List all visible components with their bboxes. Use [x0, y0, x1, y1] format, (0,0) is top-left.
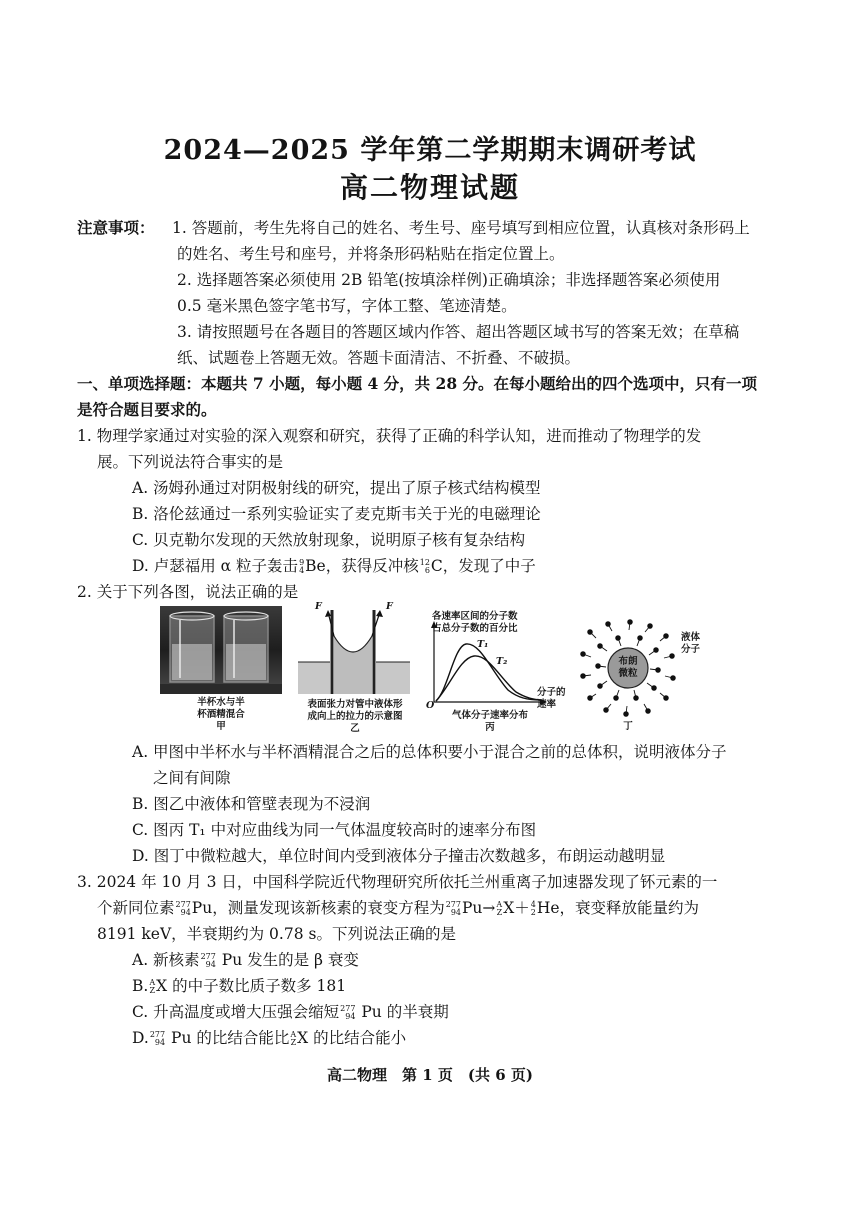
x-mass-number: A: [149, 978, 156, 987]
figure-jia-label: 甲: [216, 721, 226, 732]
q1-option-d: [132, 556, 536, 576]
figure-bing-label: 丙: [485, 722, 495, 733]
q1-stem-line2: 展。下列说法符合事实的是: [97, 453, 284, 471]
q3-option-d-post: X 的比结合能小: [297, 1029, 407, 1047]
figure-bing-caption: 气体分子速率分布: [451, 710, 528, 721]
q1-option-d-be: Be，获得反冲核: [305, 557, 419, 575]
q2-stem: 2. 关于下列各图，说法正确的是: [77, 583, 299, 601]
figure-yi-force-left: F: [315, 601, 322, 612]
he-atomic-number: 2: [530, 908, 536, 917]
q2-option-b: B. 图乙中液体和管壁表现为不浸润: [132, 795, 371, 813]
q1-option-a: A. 汤姆孙通过对阴极射线的研究，提出了原子核式结构模型: [132, 479, 541, 497]
q3-stem-line2-pu: Pu，测量发现该新核素的衰变方程为: [191, 899, 445, 917]
figure-ding-particle-line2: 微粒: [618, 668, 638, 679]
page-footer: 高二物理 第 1 页 (共 6 页): [327, 1066, 533, 1084]
notice-item1-line2: 的姓名、考生号和座号，并将条形码粘贴在指定位置上。: [177, 245, 565, 263]
q3-option-d-pre: D.: [132, 1029, 149, 1047]
pu-mass-number: 277: [445, 900, 461, 909]
figure-bing-origin: O: [426, 700, 435, 711]
section1-heading-line2: 是符合题目要求的。: [77, 400, 217, 419]
q3-stem-line2-arrow: Pu→: [462, 899, 496, 917]
be-atomic-number: 4: [299, 566, 305, 575]
figure-ding-liquid-line1: 液体: [681, 632, 701, 643]
q3-stem-line1: 3. 2024 年 10 月 3 日，中国科学院近代物理研究所依托兰州重离子加速器发现了钚元素的一: [77, 873, 718, 891]
notice-item3-line1: 3. 请按照题号在各题目的答题区域内作答、超出答题区域书写的答案无效；在草稿: [177, 323, 740, 341]
figure-jia-caption-line2: 杯酒精混合: [197, 709, 245, 720]
q3-option-b-pre: B.: [132, 977, 149, 995]
figure-ding-label: 丁: [623, 721, 633, 732]
notice-item3-line2: 纸、试题卷上答题无效。答题卡面清洁、不折叠、不破损。: [177, 349, 581, 367]
q3-stem-line2-he: He，衰变释放能量约为: [536, 899, 700, 917]
c-atomic-number: 6: [424, 566, 430, 575]
figure-bing-ylabel-line2: 占总分子数的百分比: [432, 623, 518, 634]
c-mass-number: 12: [419, 558, 430, 567]
q3-stem-line2: [97, 898, 699, 918]
he-mass-number: 4: [530, 900, 536, 909]
notice-item2-line1: 2. 选择题答案必须使用 2B 铅笔(按填涂样例)正确填涂；非选择题答案必须使用: [177, 271, 721, 289]
notice-label: 注意事项：: [77, 218, 155, 237]
q3-option-c-post: Pu 的半衰期: [356, 1003, 449, 1021]
section1-heading-line1: 一、单项选择题：本题共 7 小题，每小题 4 分，共 28 分。在每小题给出的四个选项中，只有一项: [77, 374, 758, 393]
q1-stem-line1: 1. 物理学家通过对实验的深入观察和研究，获得了正确的科学认知，进而推动了物理学的发: [77, 427, 702, 445]
notice-item2-line2: 0.5 毫米黑色签字笔书写，字体工整、笔迹清楚。: [177, 297, 517, 315]
figure-yi-caption-line1: 表面张力对管中液体形: [307, 699, 403, 710]
figure-bing-t2-label: T₂: [496, 656, 508, 667]
figure-bing-t1-label: T₁: [477, 639, 489, 650]
pu-atomic-number: 94: [205, 960, 216, 969]
figure-bing-xlabel-line2: 速率: [537, 699, 557, 710]
q3-option-a: [132, 950, 359, 970]
q3-option-b: [132, 976, 346, 996]
figure-bing-xlabel-line1: 分子的: [537, 687, 566, 698]
be-mass-number: 9: [299, 558, 305, 567]
q1-option-c: C. 贝克勒尔发现的天然放射现象，说明原子核有复杂结构: [132, 531, 526, 549]
figure-yi-caption-line2: 成向上的拉力的示意图: [307, 711, 403, 722]
figure-ding-particle-line1: 布朗: [618, 656, 638, 667]
pu-mass-number: 277: [175, 900, 191, 909]
q3-stem-line3: 8191 keV，半衰期约为 0.78 s。下列说法正确的是: [97, 925, 456, 943]
q3-option-c-pre: C. 升高温度或增大压强会缩短: [132, 1003, 340, 1021]
pu-atomic-number: 94: [154, 1038, 166, 1047]
figure-ding-liquid-line2: 分子: [681, 644, 701, 655]
q2-option-d: D. 图丁中微粒越大，单位时间内受到液体分子撞击次数越多，布朗运动越明显: [132, 847, 666, 865]
x-mass-number: A: [496, 900, 503, 909]
figure-yi-capillary: [298, 606, 410, 696]
x-atomic-number: Z: [290, 1038, 297, 1047]
q3-option-d-mid: Pu 的比结合能比: [166, 1029, 290, 1047]
q3-option-a-pre: A. 新核素: [132, 951, 200, 969]
x-atomic-number: Z: [496, 908, 503, 917]
q1-option-d-text: D. 卢瑟福用 α 粒子轰击: [132, 557, 299, 575]
figure-yi-label: 乙: [350, 723, 360, 734]
q3-option-d: [132, 1028, 406, 1048]
x-mass-number: A: [290, 1030, 297, 1039]
figure-bing-ylabel-line1: 各速率区间的分子数: [432, 611, 518, 622]
q2-option-a-line1: A. 甲图中半杯水与半杯酒精混合之后的总体积要小于混合之前的总体积，说明液体分子: [132, 743, 727, 761]
pu-mass-number: 277: [149, 1030, 166, 1039]
q3-option-a-post: Pu 发生的是 β 衰变: [216, 951, 359, 969]
pu-atomic-number: 94: [345, 1012, 356, 1021]
q2-option-c: C. 图丙 T₁ 中对应曲线为同一气体温度较高时的速率分布图: [132, 821, 537, 839]
notice-item1-line1: 1. 答题前，考生先将自己的姓名、考生号、座号填写到相应位置，认真核对条形码上: [172, 219, 750, 237]
x-atomic-number: Z: [149, 986, 156, 995]
figure-jia-photo: [160, 606, 282, 694]
pu-mass-number: 277: [200, 952, 216, 961]
q2-option-a-line2: 之间有间隙: [153, 769, 231, 787]
figure-jia-caption-line1: 半杯水与半: [197, 697, 245, 708]
q3-option-b-post: X 的中子数比质子数多 181: [156, 977, 347, 995]
exam-subtitle: 高二物理试题: [339, 171, 520, 204]
figure-yi-force-right: F: [386, 601, 393, 612]
pu-mass-number: 277: [340, 1004, 356, 1013]
pu-atomic-number: 94: [180, 908, 191, 917]
q3-stem-line2-pre: 个新同位素: [97, 899, 175, 917]
q3-stem-line2-x: X＋: [503, 899, 530, 917]
q1-option-d-c: C，发现了中子: [430, 557, 536, 575]
q3-option-c: [132, 1002, 449, 1022]
exam-title: 2024—2025 学年第二学期期末调研考试: [163, 135, 697, 166]
pu-atomic-number: 94: [450, 908, 461, 917]
q1-option-b: B. 洛伦兹通过一系列实验证实了麦克斯韦关于光的电磁理论: [132, 505, 541, 523]
